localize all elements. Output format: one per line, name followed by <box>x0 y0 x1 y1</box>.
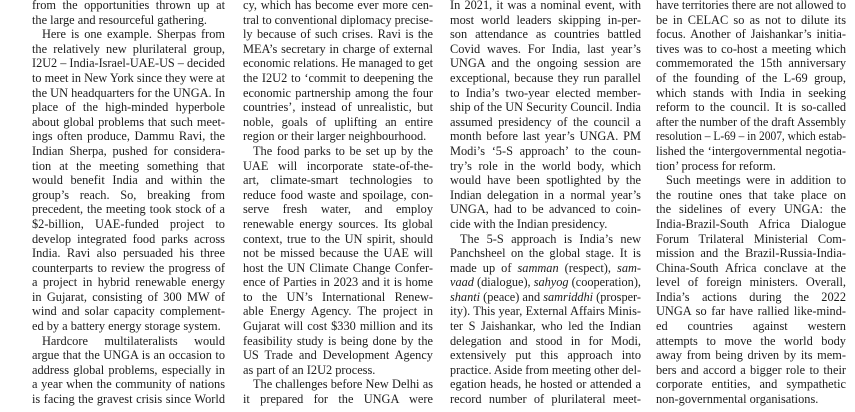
line-text: UNGA so far have rallied like-mind- <box>656 303 846 319</box>
text-line <box>450 202 641 217</box>
line-text: about global problems that such meet- <box>32 113 225 129</box>
text-line <box>32 86 225 101</box>
line-text: to meet in New York since they were at <box>32 69 225 85</box>
line-text: tral to conventional diplomacy precise- <box>243 11 433 27</box>
text-line <box>32 304 225 319</box>
line-text: cide with the Indian presidency. <box>450 215 608 231</box>
text-line <box>656 261 846 276</box>
line-text: non-governmental organisations. <box>656 391 819 407</box>
line-text: Indian delegation in a normal year’s <box>450 186 641 202</box>
line-text: Indian Sherpa, pushed for considera- <box>32 142 226 158</box>
text-line <box>656 275 846 290</box>
line-text: lished the ‘intergovernmental negotia- <box>656 142 846 158</box>
text-line <box>32 100 225 115</box>
text-segment: (dialogue), <box>473 274 534 290</box>
line-text: tion’ process for reform. <box>656 157 776 173</box>
text-line <box>656 13 846 28</box>
text-line <box>450 173 641 188</box>
line-text: argue that the UNGA is an occasion to <box>32 347 225 363</box>
text-line <box>32 377 225 392</box>
line-text: China-South Africa conclave at the <box>656 259 846 275</box>
line-text: away from being driven by its mem- <box>656 347 846 363</box>
text-line <box>656 377 846 392</box>
line-text: from the opportunities thrown up at <box>32 0 226 12</box>
italic-term: vaad <box>450 274 474 290</box>
line-text: Forum Trilateral Ministerial Com- <box>656 230 846 246</box>
text-line <box>32 71 225 86</box>
text-line <box>32 275 225 290</box>
line-text: as part of an I2U2 process. <box>243 361 376 377</box>
text-segment: (prosper- <box>593 288 641 304</box>
line-text: would benefit India and within the <box>32 172 225 188</box>
line-text: in Gujarat, consisting of 300 MW of <box>32 288 225 304</box>
paragraph <box>243 144 436 378</box>
text-line <box>243 173 433 188</box>
text-line <box>243 27 433 42</box>
text-line <box>656 144 846 159</box>
text-line <box>450 275 641 290</box>
text-line <box>656 100 846 115</box>
text-line <box>32 363 225 378</box>
text-line <box>656 56 846 71</box>
line-text: develop integrated food parks across <box>32 230 225 246</box>
text-line <box>450 144 641 159</box>
text-line <box>656 27 846 42</box>
text-line <box>450 56 641 71</box>
line-text: reduce food waste and spoilage, con- <box>243 186 433 202</box>
text-line <box>656 115 846 130</box>
text-line <box>243 159 433 174</box>
text-line <box>243 232 433 247</box>
article-column-4 <box>656 0 849 407</box>
line-text: precedent, the meeting took stock of a <box>32 201 225 217</box>
line-text <box>450 261 641 276</box>
text-line <box>243 13 433 28</box>
text-line <box>243 71 433 86</box>
text-line <box>450 290 641 305</box>
text-line <box>656 202 846 217</box>
text-line <box>243 129 433 144</box>
paragraph <box>243 0 436 144</box>
text-line <box>450 42 641 57</box>
text-line <box>450 129 641 144</box>
line-text: is facing the gravest crisis since World <box>32 391 225 407</box>
line-text: countries’, instead of unrealistic, but <box>243 99 433 115</box>
line-text: ings often produce, Dammu Ravi, the <box>32 128 225 144</box>
line-text: commemorated the 15th anniversary <box>656 55 846 71</box>
line-text: after the number of the draft Assembly <box>656 113 846 129</box>
text-line <box>243 100 433 115</box>
italic-term: samman <box>517 259 559 275</box>
text-line <box>243 202 433 217</box>
text-line <box>656 290 846 305</box>
text-segment: made up of <box>450 259 518 275</box>
text-line <box>656 173 846 188</box>
line-text: region or their larger neighbourhood. <box>243 128 427 144</box>
text-line <box>243 246 433 261</box>
line-text: UNGA, had to be advanced to coin- <box>450 201 642 217</box>
text-line <box>243 363 433 378</box>
text-line <box>243 290 433 305</box>
text-line <box>656 334 846 349</box>
text-line <box>450 377 641 392</box>
line-text: son attendance as countries battled <box>450 26 641 42</box>
text-line <box>656 86 846 101</box>
article-column-2 <box>243 0 436 407</box>
text-line <box>243 56 433 71</box>
line-text: India’s actions during the 2022 <box>656 288 846 304</box>
text-line <box>243 261 433 276</box>
text-line <box>450 363 641 378</box>
line-text: wind and solar capacity complement- <box>32 303 225 319</box>
line-text: art, climate-smart technologies to <box>243 172 433 188</box>
line-text <box>450 290 641 305</box>
text-line <box>243 42 433 57</box>
line-text: Panchsheel on the global stage. It is <box>450 245 641 261</box>
text-line <box>450 100 641 115</box>
text-line <box>32 159 225 174</box>
line-text: counterparts to review the progress of <box>32 259 225 275</box>
text-line <box>32 217 225 232</box>
line-text: UNGA and the ongoing session are <box>450 55 642 71</box>
text-line <box>243 144 433 159</box>
line-text: practice. Aside from meeting other del- <box>450 361 641 377</box>
text-line <box>656 363 846 378</box>
paragraph <box>32 334 228 407</box>
text-line <box>656 319 846 334</box>
line-text: India. Ravi also persuaded his three <box>32 245 225 261</box>
line-text: renewable energy sources. Its global <box>243 215 433 231</box>
text-line <box>450 188 641 203</box>
text-line <box>32 129 225 144</box>
paragraph <box>32 0 228 27</box>
text-line <box>450 86 641 101</box>
line-text: reform to the council. It is so-called <box>656 99 846 115</box>
text-line <box>32 56 225 71</box>
paragraph <box>656 0 849 173</box>
line-text: place of the high-minded hyperbole <box>32 99 225 115</box>
text-line <box>32 348 225 363</box>
text-line <box>32 173 225 188</box>
line-text: record number of plurilateral meet- <box>450 391 642 407</box>
text-line <box>656 348 846 363</box>
line-text: try’s role in the world body, which <box>450 157 641 173</box>
text-segment: (peace) and <box>480 288 544 304</box>
line-text: Here is one example. Sherpas from <box>42 26 225 42</box>
line-text: be in CELAC so as not to dilute its <box>656 11 846 27</box>
text-line <box>32 232 225 247</box>
paragraph <box>32 27 228 333</box>
line-text: of the founding of the L-69 group, <box>656 69 846 85</box>
line-text: focus. Another of Jaishankar’s initia- <box>656 26 846 42</box>
line-text: the I2U2 to ‘commit to deepening the <box>243 69 433 85</box>
text-line <box>656 304 846 319</box>
line-text: not be missed because the UAE will <box>243 245 433 261</box>
line-text: serve fresh water, and employ <box>243 201 433 217</box>
text-line <box>32 144 225 159</box>
text-line <box>656 246 846 261</box>
line-text: noble, goals of uplifting an entire <box>243 113 433 129</box>
text-line <box>32 246 225 261</box>
line-text: The 5-S approach is India’s new <box>460 230 642 246</box>
line-text: to the UN’s International Renew- <box>243 288 433 304</box>
line-text: address global problems, especially in <box>32 361 225 377</box>
text-line <box>32 27 225 42</box>
line-text: extensively put this approach into <box>450 347 641 363</box>
text-line <box>32 334 225 349</box>
line-text: tion at the meeting something that <box>32 157 225 173</box>
text-line <box>243 217 433 232</box>
text-line <box>656 188 846 203</box>
text-line <box>32 13 225 28</box>
italic-term: samriddhi <box>543 288 594 304</box>
text-line <box>450 27 641 42</box>
italic-term: sam- <box>617 259 642 275</box>
line-text: delegation and stood in for Modi, <box>450 332 642 348</box>
line-text: a year when the community of nations <box>32 376 225 392</box>
line-text: US Trade and Development Agency <box>243 347 433 363</box>
line-text: resolution – L-69 – in 2007, which estab- <box>656 128 846 144</box>
line-text: month before last year’s UNGA. PM <box>450 128 642 144</box>
text-line <box>243 377 433 392</box>
paragraph <box>656 173 849 407</box>
line-text: India-Brazil-South Africa Dialogue <box>656 215 846 231</box>
text-line <box>243 188 433 203</box>
text-line <box>32 202 225 217</box>
line-text: assumed presidency of the council a <box>450 113 642 129</box>
text-line <box>656 232 846 247</box>
text-line <box>243 319 433 334</box>
line-text: cy, which has become ever more cen- <box>243 0 433 12</box>
text-line <box>656 392 846 407</box>
text-line <box>656 129 846 144</box>
text-line <box>450 392 641 407</box>
line-text: ence of Parties in 2023 and it is home <box>243 274 433 290</box>
article-column-3 <box>450 0 644 407</box>
text-line <box>243 275 433 290</box>
line-text: exceptional, because they run parallel <box>450 69 641 85</box>
line-text: most world leaders skipping in-per- <box>450 11 641 27</box>
text-line <box>450 71 641 86</box>
text-line <box>450 115 641 130</box>
line-text: would have been spotlighted by the <box>450 172 641 188</box>
text-line <box>243 304 433 319</box>
line-text: have territories there are not allowed to <box>656 0 846 12</box>
line-text: economic relations. He managed to get <box>243 55 433 71</box>
line-text: context, true to the UN spirit, should <box>243 230 433 246</box>
text-line <box>243 334 433 349</box>
line-text <box>450 275 641 290</box>
text-line <box>32 42 225 57</box>
text-line <box>450 232 641 247</box>
line-text: ter S Jaishankar, who led the Indian <box>450 318 642 334</box>
italic-term: sahyog <box>533 274 569 290</box>
paragraph <box>450 0 644 232</box>
line-text: host the UN Climate Change Confer- <box>243 259 433 275</box>
line-text: Modi’s ‘5-S approach’ to the coun- <box>450 142 642 158</box>
line-text: ed countries against western <box>656 318 846 334</box>
line-text: egation heads, he hosted or attended a <box>450 376 641 392</box>
text-segment: (respect), <box>558 259 618 275</box>
line-text: tives was to co-host a meeting which <box>656 40 846 56</box>
line-text: The food parks to be set up by the <box>253 142 434 158</box>
line-text: level of foreign ministers. Overall, <box>656 274 846 290</box>
line-text: the routine ones that take place on <box>656 186 846 202</box>
line-text: bers and accord a bigger role to their <box>656 361 846 377</box>
line-text: MEA’s secretary in charge of external <box>243 40 433 56</box>
text-line <box>243 392 433 407</box>
line-text: Covid waves. For India, last year’s <box>450 40 641 56</box>
text-line <box>656 42 846 57</box>
line-text: UAE will incorporate state-of-the- <box>243 157 433 173</box>
text-line <box>32 319 225 334</box>
line-text: Such meetings were in addition to <box>666 172 846 188</box>
line-text: able Energy Agency. The project in <box>243 303 433 319</box>
text-line <box>450 304 641 319</box>
italic-term: shanti <box>450 288 481 304</box>
line-text: $2-billion, UAE-funded project to <box>32 215 225 231</box>
text-line <box>656 217 846 232</box>
line-text: a project in hybrid renewable energy <box>32 274 225 290</box>
text-line <box>243 86 433 101</box>
text-line <box>450 334 641 349</box>
line-text: The challenges before New Delhi as <box>253 376 434 392</box>
line-text: it prepared for the UNGA were <box>243 391 433 407</box>
text-line <box>450 217 641 232</box>
line-text: which stands with India in seeking <box>656 84 846 100</box>
line-text: Gujarat will cost $330 million and its <box>243 318 433 334</box>
text-line <box>450 13 641 28</box>
text-line <box>656 159 846 174</box>
paragraph <box>243 377 436 406</box>
text-line <box>450 319 641 334</box>
text-line <box>32 188 225 203</box>
line-text: ship of the UN Security Council. India <box>450 99 641 115</box>
text-line <box>243 115 433 130</box>
line-text: ly because of such crises. Ravi is the <box>243 26 433 42</box>
text-line <box>32 261 225 276</box>
paragraph <box>450 232 644 407</box>
line-text: economic partnership among the four <box>243 84 433 100</box>
line-text: the large and resourceful gathering. <box>32 11 208 27</box>
line-text: In 2021, it was a nominal event, with <box>450 0 641 12</box>
text-line <box>450 348 641 363</box>
line-text: corporate entities, and sympathetic <box>656 376 846 392</box>
line-text: the sidelines of every UNGA: the <box>656 201 846 217</box>
text-line <box>450 159 641 174</box>
line-text: ed by a battery energy storage system. <box>32 318 221 334</box>
line-text: group’s reach. So, breaking from <box>32 186 225 202</box>
line-text: attempts to move the world body <box>656 332 846 348</box>
line-text: the relatively new plurilateral group, <box>32 40 226 56</box>
line-text: Hardcore multilateralists would <box>42 332 226 348</box>
line-text: ity). This year, External Affairs Minis- <box>450 303 641 319</box>
line-text: I2U2 – India-Israel-UAE-US – decided <box>32 55 225 71</box>
text-line <box>32 290 225 305</box>
text-line <box>450 261 641 276</box>
text-line <box>243 348 433 363</box>
text-line <box>656 71 846 86</box>
line-text: feasibility study is being done by the <box>243 332 433 348</box>
text-segment: (cooperation), <box>568 274 641 290</box>
line-text: mission and the Brazil-Russia-India- <box>656 245 846 261</box>
text-line <box>32 392 225 407</box>
text-line <box>32 115 225 130</box>
line-text: to India’s two-year elected member- <box>450 84 641 100</box>
text-line <box>450 246 641 261</box>
line-text: the UN headquarters for the UNGA. In <box>32 84 225 100</box>
article-column-1 <box>32 0 228 407</box>
